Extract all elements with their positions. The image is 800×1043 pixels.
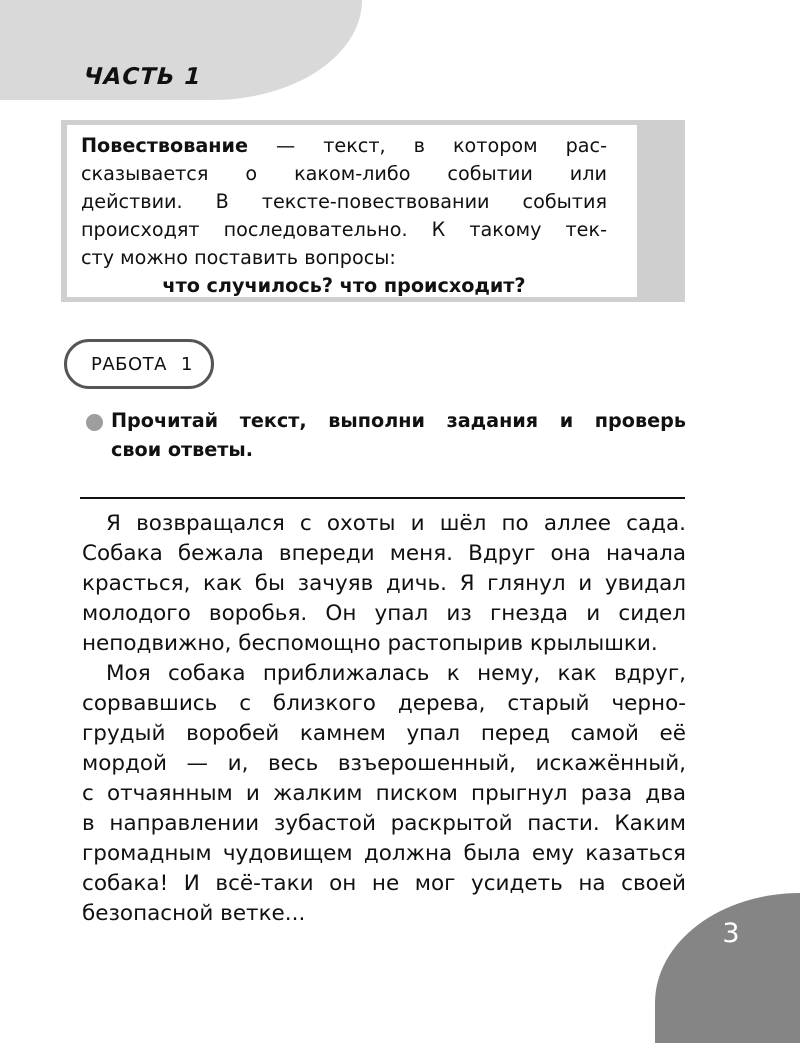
story-line: сорвавшись с близкого дерева, старый черно- — [82, 691, 686, 716]
instruction-line-2: свои ответы. — [111, 438, 254, 461]
part-title: ЧАСТЬ 1 — [83, 64, 203, 90]
definition-line-4: происходят последовательно. К такому тек- — [81, 218, 607, 241]
work-label: РАБОТА — [91, 353, 167, 375]
work-number: 1 — [181, 353, 193, 375]
definition-line-2: сказывается о каком-либо событии или — [81, 162, 607, 185]
bullet-circle-icon — [86, 414, 103, 431]
story-line: в направлении зубастой раскрытой пасти. Каким — [82, 811, 686, 836]
definition-line-5: сту можно поставить вопросы: — [81, 246, 396, 269]
instruction-line-1: Прочитай текст, выполни задания и проверь — [111, 409, 686, 432]
divider-rule — [80, 497, 685, 499]
story-line: неподвижно, беспомощно растопырив крылышки. — [82, 631, 658, 656]
definition-questions: что случилось? что происходит? — [162, 274, 526, 297]
story-line: грудый воробей камнем упал перед самой её — [82, 721, 686, 746]
story-line: собака! И всё-таки он не мог усидеть на своей — [82, 871, 686, 896]
story-line: Моя собака приближалась к нему, как вдруг, — [106, 661, 686, 686]
page-number: 3 — [722, 918, 740, 949]
story-text — [82, 509, 686, 929]
instruction — [111, 406, 686, 464]
story-line: Я возвращался с охоты и шёл по аллее сада. — [106, 511, 686, 536]
story-line: красться, как бы зачуяв дичь. Я глянул и увидал — [82, 571, 686, 596]
definition-box — [67, 125, 637, 297]
definition-term: Повествование — [81, 134, 249, 157]
story-line: безопасной ветке... — [82, 901, 306, 926]
definition-text: — текст, в котором рас- — [248, 134, 607, 157]
story-line: громадным чудовищем должна была ему казаться — [82, 841, 686, 866]
story-line: мордой — и, весь взъерошенный, искажённый, — [82, 751, 686, 776]
story-line: с отчаянным и жалким писком прыгнул раза два — [82, 781, 686, 806]
work-label-pill — [64, 339, 214, 389]
definition-line-1 — [81, 132, 607, 160]
definition-line-3: действии. В тексте-повествовании события — [81, 190, 607, 213]
story-line: Собака бежала впереди меня. Вдруг она начала — [82, 541, 686, 566]
story-line: молодого воробья. Он упал из гнезда и сидел — [82, 601, 686, 626]
